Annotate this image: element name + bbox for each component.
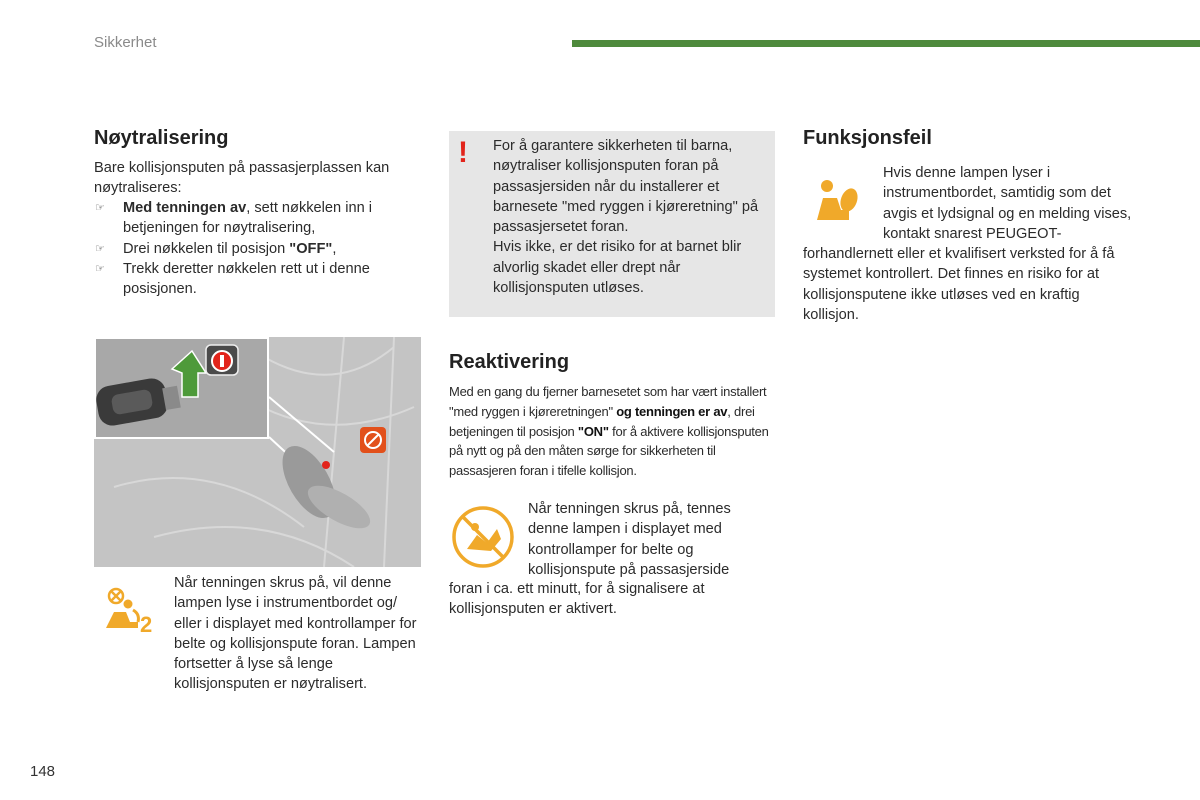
svg-text:2: 2	[140, 612, 153, 636]
airbag-on-lamp-text-cont: foran i ca. ett minutt, for å signalisere at kollisjonsputen er aktivert.	[449, 581, 705, 618]
airbag-on-lamp-text: Når tenningen skrus på, tennes denne lampen i displayet med kontrollamper for belte og kollisjonspute på passasjerside	[528, 501, 731, 578]
airbag-off-lamp-text: Når tenningen skrus på, vil denne lampen lyse i instrumentbordet og/ eller i displayet med kontrollamper for belte og kollisjonspute foran. Lampen fortsetter å lyse så lenge kollisjonsputen er nøytralisert.	[174, 575, 417, 693]
pointing-hand-icon: ☞	[95, 242, 105, 255]
neutralizing-intro: Bare kollisjonsputen på passasjerplassen kan nøytraliseres:	[94, 160, 390, 197]
fault-title: Funksjonsfeil	[803, 127, 932, 149]
airbag-fault-icon	[813, 176, 865, 224]
key-switch-illustration	[94, 337, 421, 567]
airbag-on-icon	[451, 505, 515, 569]
pointing-hand-icon: ☞	[95, 262, 105, 275]
reactivation-text: Med en gang du fjerner barnesetet som har vært installert "med ryggen i kjøreretningen" og tenningen er av, drei betjeningen til posisjon "ON" for å aktivere kollisjonsputen på nytt og på den måten sørge for sikkerheten til passasjeren foran i tifelle kollisjon.	[449, 384, 769, 479]
fault-text: Hvis denne lampen lyser i instrumentbordet, samtidig som det avgis et lydsignal og en melding vises, kontakt snarest PEUGEOT-	[883, 165, 1132, 242]
neutralizing-steps	[94, 198, 424, 299]
airbag-off-2-icon	[100, 586, 158, 636]
pointing-hand-icon: ☞	[95, 202, 105, 214]
page-number: 148	[30, 763, 56, 780]
fault-text-cont: forhandlernett eller et kvalifisert verksted for å få systemet kontrollert. Det finnes en risiko for at kollisjonsputene ikke utløses ved en kraftig kollisjon.	[803, 246, 1115, 323]
warning-text: For å garantere sikkerheten til barna, nøytraliser kollisjonsputen foran på passasjersiden når du installerer et barnesete "med ryggen i kjøreretning" på passasjersetet foran. Hvis ikke, er det risiko for at barnet blir alvorlig skadet eller drept når kollisjonsputen utløses.	[493, 138, 759, 297]
list-item: ☞ Trekk deretter nøkkelen rett ut i denne posisjonen.	[95, 260, 370, 298]
section-header: Sikkerhet	[94, 34, 157, 51]
list-item: ☞ Med tenningen av, sett nøkkelen inn i betjeningen for nøytralisering,	[95, 200, 372, 237]
exclamation-icon: !	[458, 136, 468, 169]
list-item: ☞ Drei nøkkelen til posisjon "OFF",	[94, 239, 424, 259]
neutralizing-title: Nøytralisering	[94, 127, 229, 149]
header-accent-bar	[572, 40, 1200, 47]
reactivation-title: Reaktivering	[449, 351, 570, 373]
